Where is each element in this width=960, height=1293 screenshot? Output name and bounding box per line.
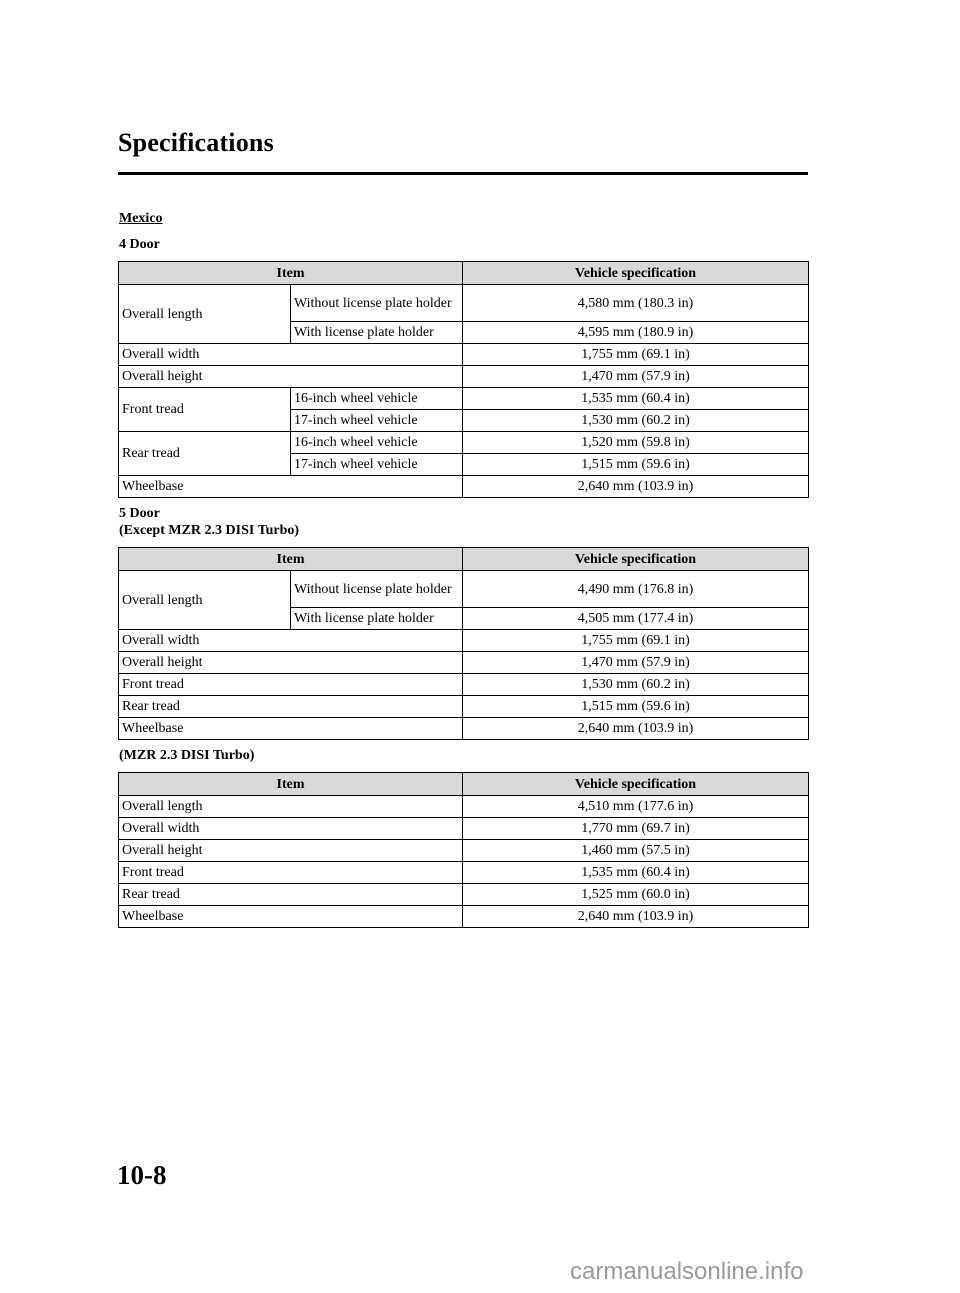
row-value: 1,470 mm (57.9 in) [463,652,809,674]
row-label-rear-tread: Rear tread [119,432,291,476]
row-value: 1,515 mm (59.6 in) [463,454,809,476]
row-label: Front tread [119,862,463,884]
row-label: Overall width [119,818,463,840]
table-row [119,818,809,840]
column-header-spec: Vehicle specification [463,548,809,571]
row-value: 4,510 mm (177.6 in) [463,796,809,818]
four-door-spec-table [118,261,809,498]
row-label: Wheelbase [119,476,463,498]
page-number: 10-8 [117,1160,167,1190]
table-row [119,906,809,928]
row-value: 1,470 mm (57.9 in) [463,366,809,388]
table-row [119,432,809,454]
row-label: Overall length [119,796,463,818]
row-label: Overall width [119,344,463,366]
row-label: Front tread [119,674,463,696]
row-value: 1,530 mm (60.2 in) [463,674,809,696]
region-heading: Mexico [119,211,163,226]
row-label: Overall height [119,366,463,388]
watermark-text: carmanualsonline.info [570,1258,804,1285]
row-value: 1,515 mm (59.6 in) [463,696,809,718]
table-header-row [119,262,809,285]
row-label: Rear tread [119,696,463,718]
table-row [119,674,809,696]
five-door-spec-table [118,547,809,740]
table-row [119,862,809,884]
row-sublabel-without-plate: Without license plate holder [291,285,463,322]
page-title: Specifications [118,128,274,157]
row-value: 1,755 mm (69.1 in) [463,344,809,366]
row-value: 1,535 mm (60.4 in) [463,862,809,884]
row-sublabel: 17-inch wheel vehicle [291,454,463,476]
row-label: Rear tread [119,884,463,906]
row-sublabel: 16-inch wheel vehicle [291,432,463,454]
table-row [119,630,809,652]
row-value: 4,490 mm (176.8 in) [463,571,809,608]
five-door-subheading: (Except MZR 2.3 DISI Turbo) [119,523,300,538]
row-value: 2,640 mm (103.9 in) [463,906,809,928]
table-row [119,652,809,674]
row-label-overall-length: Overall length [119,285,291,344]
row-label: Wheelbase [119,718,463,740]
column-header-item: Item [119,548,463,571]
five-door-heading: 5 Door [119,506,160,521]
table-row [119,696,809,718]
row-label: Overall width [119,630,463,652]
table-row [119,840,809,862]
four-door-heading: 4 Door [119,237,160,252]
row-value: 2,640 mm (103.9 in) [463,476,809,498]
title-divider [118,172,808,175]
row-label: Overall height [119,840,463,862]
row-sublabel-with-plate: With license plate holder [291,322,463,344]
row-value: 4,505 mm (177.4 in) [463,608,809,630]
row-value: 1,525 mm (60.0 in) [463,884,809,906]
row-value: 4,580 mm (180.3 in) [463,285,809,322]
row-label: Wheelbase [119,906,463,928]
row-value: 1,460 mm (57.5 in) [463,840,809,862]
row-value: 1,530 mm (60.2 in) [463,410,809,432]
row-label-overall-length: Overall length [119,571,291,630]
row-value: 1,520 mm (59.8 in) [463,432,809,454]
row-value: 2,640 mm (103.9 in) [463,718,809,740]
column-header-spec: Vehicle specification [463,262,809,285]
row-label: Overall height [119,652,463,674]
table-row [119,476,809,498]
turbo-spec-table [118,772,809,928]
table-header-row [119,773,809,796]
row-sublabel-with-plate: With license plate holder [291,608,463,630]
row-value: 4,595 mm (180.9 in) [463,322,809,344]
row-value: 1,770 mm (69.7 in) [463,818,809,840]
table-row [119,796,809,818]
table-row [119,388,809,410]
table-header-row [119,548,809,571]
row-sublabel: 17-inch wheel vehicle [291,410,463,432]
table-row [119,571,809,608]
row-sublabel: 16-inch wheel vehicle [291,388,463,410]
turbo-heading: (MZR 2.3 DISI Turbo) [119,748,255,763]
table-row [119,285,809,322]
row-value: 1,535 mm (60.4 in) [463,388,809,410]
table-row [119,366,809,388]
row-sublabel-without-plate: Without license plate holder [291,571,463,608]
row-value: 1,755 mm (69.1 in) [463,630,809,652]
table-row [119,884,809,906]
column-header-item: Item [119,262,463,285]
column-header-item: Item [119,773,463,796]
column-header-spec: Vehicle specification [463,773,809,796]
table-row [119,344,809,366]
table-row [119,718,809,740]
row-label-front-tread: Front tread [119,388,291,432]
